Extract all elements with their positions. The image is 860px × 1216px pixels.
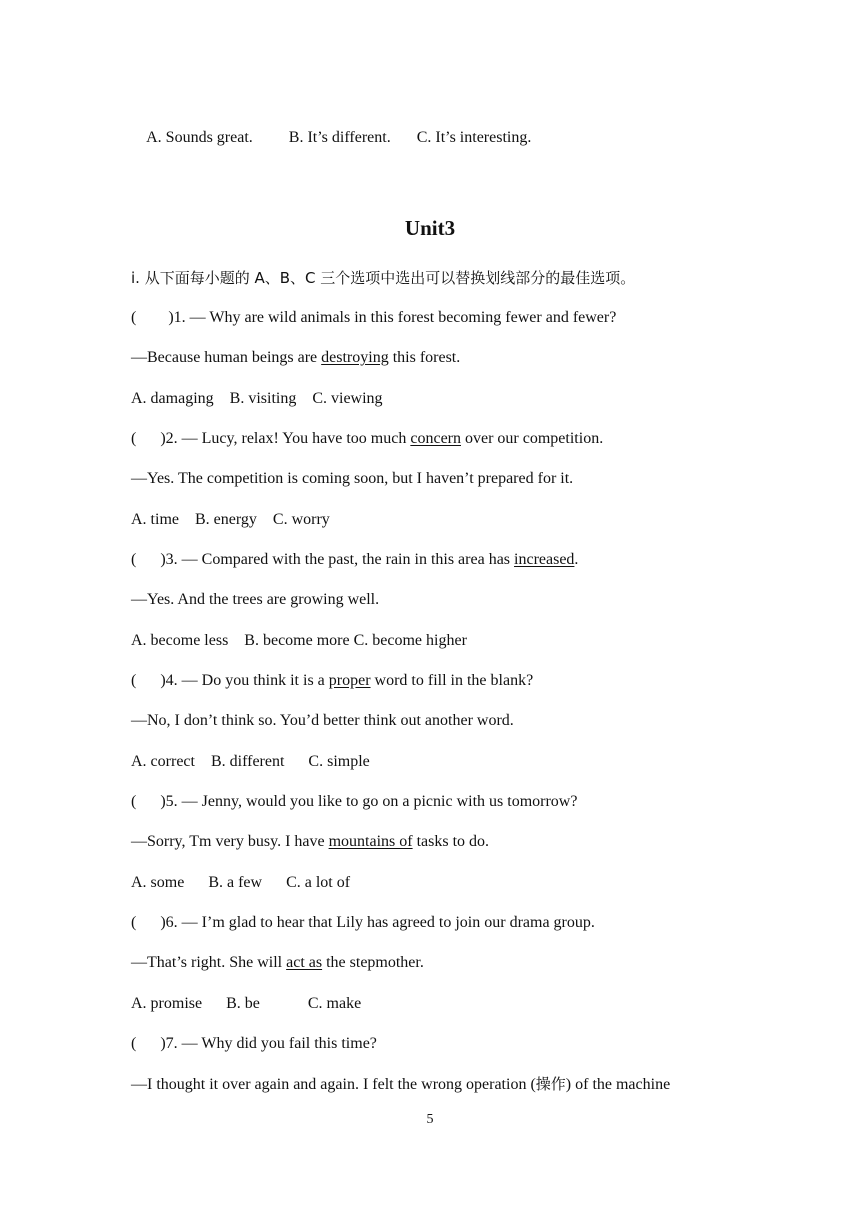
- option-a: A. Sounds great.: [146, 129, 253, 146]
- answer-2: —Yes. The competition is coming soon, but I haven’t prepared for it.: [131, 470, 574, 487]
- question-7: ( )7. — Why did you fail this time?: [131, 1035, 377, 1052]
- underlined-word: increased: [514, 551, 575, 568]
- chinese-gloss: 操作: [535, 1075, 566, 1093]
- answer-1: —Because human beings are destroying this forest.: [131, 349, 461, 366]
- question-6: ( )6. — I’m glad to hear that Lily has agreed to join our drama group.: [131, 914, 595, 931]
- underlined-word: destroying: [321, 349, 389, 366]
- unit-title: Unit3: [404, 216, 456, 240]
- options-2: A. time B. energy C. worry: [131, 511, 330, 528]
- options-5: A. some B. a few C. a lot of: [131, 874, 351, 891]
- previous-question-options: [131, 108, 531, 168]
- answer-7: —I thought it over again and again. I felt the wrong operation (操作) of the machine: [131, 1075, 671, 1093]
- page-number: 5: [426, 1112, 434, 1127]
- question-3: ( )3. — Compared with the past, the rain in this area has increased.: [131, 551, 579, 568]
- answer-5: —Sorry, Tm very busy. I have mountains of tasks to do.: [131, 833, 490, 850]
- section-instruction: ⅰ. 从下面每小题的 A、B、C 三个选项中选出可以替换划线部分的最佳选项。: [131, 269, 636, 287]
- underlined-word: act as: [286, 954, 323, 971]
- underlined-word: proper: [328, 672, 371, 689]
- underlined-word: mountains of: [328, 833, 413, 850]
- question-4: ( )4. — Do you think it is a proper word to fill in the blank?: [131, 672, 534, 689]
- option-c: C. It’s interesting.: [416, 129, 532, 146]
- options-3: A. become less B. become more C. become higher: [131, 632, 467, 649]
- answer-4: —No, I don’t think so. You’d better think out another word.: [131, 712, 514, 729]
- question-2: ( )2. — Lucy, relax! You have too much concern over our competition.: [131, 430, 604, 447]
- question-1: ( )1. — Why are wild animals in this forest becoming fewer and fewer?: [131, 309, 617, 326]
- options-1: A. damaging B. visiting C. viewing: [131, 390, 383, 407]
- option-b: B. It’s different.: [288, 129, 391, 146]
- question-5: ( )5. — Jenny, would you like to go on a picnic with us tomorrow?: [131, 793, 578, 810]
- answer-3: —Yes. And the trees are growing well.: [131, 591, 380, 608]
- answer-6: —That’s right. She will act as the stepmother.: [131, 954, 424, 971]
- options-6: A. promise B. be C. make: [131, 995, 362, 1012]
- underlined-word: concern: [410, 430, 461, 447]
- options-4: A. correct B. different C. simple: [131, 753, 370, 770]
